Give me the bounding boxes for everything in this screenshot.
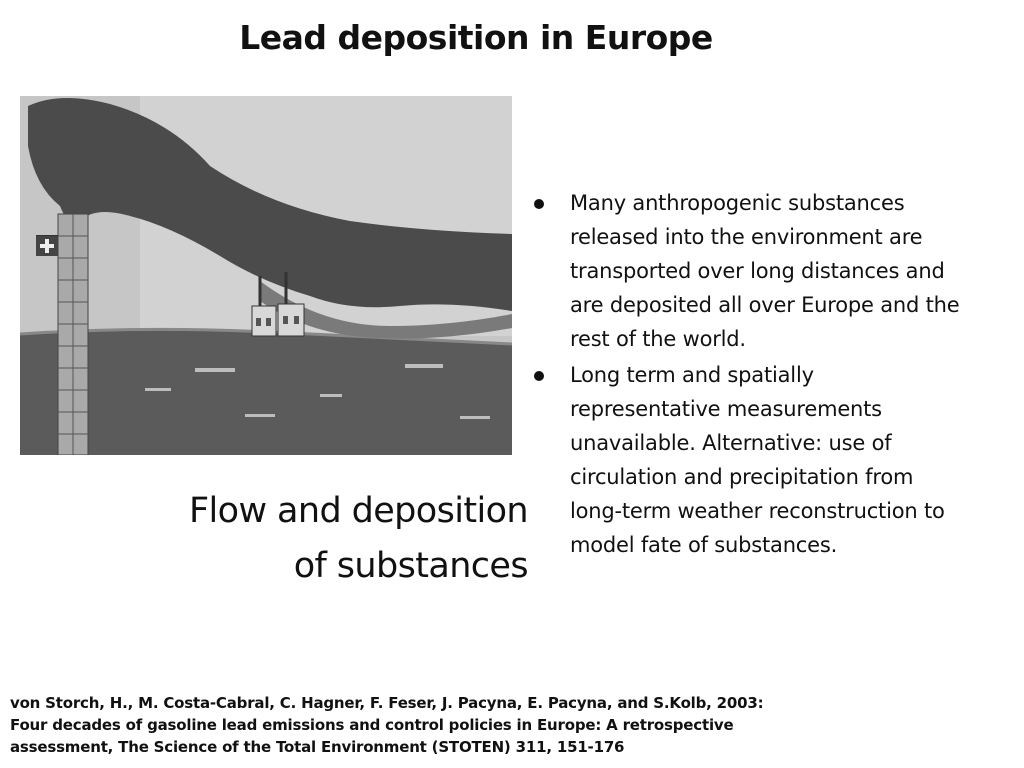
bullet-dot-icon — [534, 371, 544, 381]
bullet-item — [530, 186, 960, 356]
smokestack-illustration — [20, 96, 512, 455]
reference-line-1: von Storch, H., M. Costa-Cabral, C. Hagner, F. Feser, J. Pacyna, E. Pacyna, and S.Kolb, 2003: — [10, 694, 764, 712]
bullet-text: Many anthropogenic substances released into the environment are transported over long distances and are deposited all over Europe and the rest of the world. — [570, 191, 960, 351]
reference-citation — [10, 692, 1010, 758]
bullet-item — [530, 358, 960, 562]
bullet-list — [530, 186, 960, 564]
figure-caption — [120, 484, 528, 594]
reference-line-2: Four decades of gasoline lead emissions and control policies in Europe: A retrospective — [10, 716, 734, 734]
caption-line-2: of substances — [293, 546, 528, 586]
bullet-text: Long term and spatially representative measurements unavailable. Alternative: use of circulation and precipitation from long-term weather reconstruction to model fate of substances. — [570, 363, 945, 557]
bullet-dot-icon — [534, 199, 544, 209]
reference-line-3: assessment, The Science of the Total Environment (STOTEN) 311, 151-176 — [10, 738, 625, 756]
caption-line-1: Flow and deposition — [189, 491, 528, 531]
slide-title: Lead deposition in Europe — [239, 18, 713, 57]
